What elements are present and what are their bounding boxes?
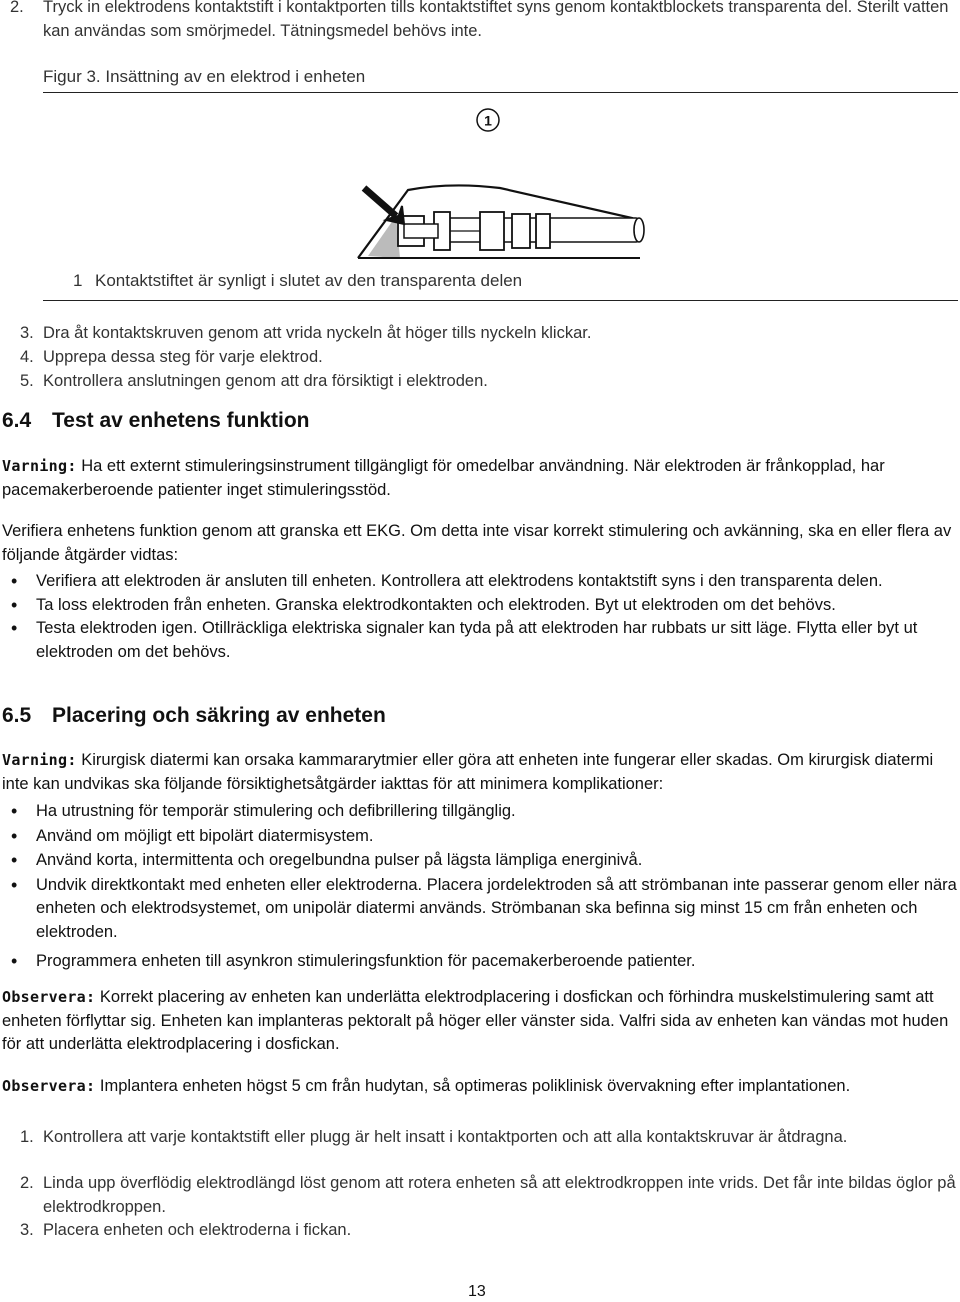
step-number: 5. xyxy=(20,372,34,390)
list-item: • Undvik direktkontakt med enheten eller elektroderna. Placera jordelektroden så att strömbanan inte passerar genom eller nära enheten och elektrodsystemet, om unipolär diatermi används. Strömbanan ska befinna sig minst 15 cm från enheten och elektroden. xyxy=(2,874,960,945)
page-number: 13 xyxy=(468,1283,486,1300)
step-3 xyxy=(20,322,591,346)
note-label: Observera: xyxy=(2,988,96,1006)
section-heading-6-5 xyxy=(2,704,386,728)
warning-6-4 xyxy=(2,455,958,502)
note-text: Korrekt placering av enheten kan underlätta elektrodplacering i dosfickan och förhindra muskelstimulering samt att enheten förflyttar sig. Enheten kan implanteras pektoralt på höger eller vänster sida. Valfri sida av enheten kan vändas mot huden för att underlätta elektrodplacering i dosfickan. xyxy=(2,988,949,1053)
step-text: Linda upp överflödig elektrodlängd löst genom att rotera enheten så att elektrodkroppen inte vrids. Det får inte bildas öglor på elektrodkroppen. xyxy=(43,1174,956,1216)
step-number: 3. xyxy=(20,1221,34,1239)
step-4 xyxy=(20,346,323,370)
callout-number: 1 xyxy=(484,112,492,129)
list-item: • Ta loss elektroden från enheten. Granska elektrodkontakten och elektroden. Byt ut elektroden om det behövs. xyxy=(2,594,960,618)
list-item: • Använd korta, intermittenta och oregelbundna pulser på lägsta lämpliga energinivå. xyxy=(2,849,960,873)
section-6-4-bullets xyxy=(2,570,960,664)
section-number: 6.4 xyxy=(2,409,32,432)
legend-text: Kontaktstiftet är synligt i slutet av den transparenta delen xyxy=(95,271,523,290)
list-item: • Programmera enheten till asynkron stimuleringsfunktion för pacemakerberoende patienter. xyxy=(2,950,960,974)
section-title: Placering och säkring av enheten xyxy=(52,704,386,727)
step-text: Placera enheten och elektroderna i fickan. xyxy=(43,1221,352,1239)
step-text: Kontrollera anslutningen genom att dra försiktigt i elektroden. xyxy=(43,372,488,390)
figure-legend xyxy=(73,271,522,291)
step-2 xyxy=(10,0,960,43)
step-number: 2. xyxy=(10,0,24,16)
step-text: Upprepa dessa steg för varje elektrod. xyxy=(43,348,323,366)
note-2 xyxy=(2,1075,958,1099)
list-item: • Testa elektroden igen. Otillräckliga elektriska signaler kan tyda på att elektroden har rubbats ur sitt läge. Flytta eller byt ut elektroden om det behövs. xyxy=(2,617,960,664)
list-item: • Verifiera att elektroden är ansluten till enheten. Kontrollera att elektrodens kontaktstift syns i den transparenta delen. xyxy=(2,570,960,594)
warning-6-5 xyxy=(2,749,958,796)
step-number: 1. xyxy=(20,1128,34,1146)
electrode-insertion-figure xyxy=(340,100,660,270)
step-number: 3. xyxy=(20,324,34,342)
connector-block xyxy=(536,214,550,248)
warning-label: Varning: xyxy=(2,457,77,475)
section-6-5-bullets xyxy=(2,800,960,975)
warning-text: Ha ett externt stimuleringsinstrument tillgängligt för omedelbar användning. När elektroden är frånkopplad, har pacemakerberoende patienter inget stimuleringsstöd. xyxy=(2,457,885,499)
figure-title: Figur 3. Insättning av en elektrod i enheten xyxy=(43,67,366,86)
note-text: Implantera enheten högst 5 cm från hudytan, så optimeras poliklinisk övervakning efter implantationen. xyxy=(99,1077,851,1095)
step-5 xyxy=(20,370,488,394)
note-1 xyxy=(2,986,958,1057)
placement-step-3 xyxy=(20,1219,958,1243)
step-text: Kontrollera att varje kontaktstift eller plugg är helt insatt i kontaktporten och att alla kontaktskruvar är åtdragna. xyxy=(43,1128,848,1146)
figure-rule xyxy=(43,92,958,93)
figure-bottom-rule xyxy=(43,300,958,301)
placement-step-1 xyxy=(20,1126,958,1150)
section-number: 6.5 xyxy=(2,704,32,727)
warning-label: Varning: xyxy=(2,751,77,769)
connector-block xyxy=(480,212,504,250)
warning-text: Kirurgisk diatermi kan orsaka kammararytmier eller göra att enheten inte fungerar eller skadas. Om kirurgisk diatermi inte kan undvikas ska följande försiktighetsåtgärder iakttas för att minimera komplikationer: xyxy=(2,751,934,793)
step-number: 2. xyxy=(20,1174,34,1192)
note-label: Observera: xyxy=(2,1077,96,1095)
legend-number: 1 xyxy=(73,271,83,290)
list-item: • Ha utrustning för temporär stimulering och defibrillering tillgänglig. xyxy=(2,800,960,824)
section-title: Test av enhetens funktion xyxy=(52,409,310,432)
step-text: Tryck in elektrodens kontaktstift i kontaktporten tills kontaktstiftet syns genom kontaktblockets transparenta del. Sterilt vatten kan användas som smörjmedel. Tätningsmedel behövs inte. xyxy=(43,0,949,40)
list-item: • Använd om möjligt ett bipolärt diatermisystem. xyxy=(2,825,960,849)
connector-block xyxy=(512,214,530,248)
section-6-4-intro: Verifiera enhetens funktion genom att granska ett EKG. Om detta inte visar korrekt stimulering och avkänning, ska en eller flera av följande åtgärder vidtas: xyxy=(2,522,952,564)
step-number: 4. xyxy=(20,348,34,366)
contact-pin xyxy=(404,224,438,238)
placement-step-2 xyxy=(20,1172,958,1219)
section-heading-6-4 xyxy=(2,409,310,433)
step-text: Dra åt kontaktskruven genom att vrida nyckeln åt höger tills nyckeln klickar. xyxy=(43,324,592,342)
